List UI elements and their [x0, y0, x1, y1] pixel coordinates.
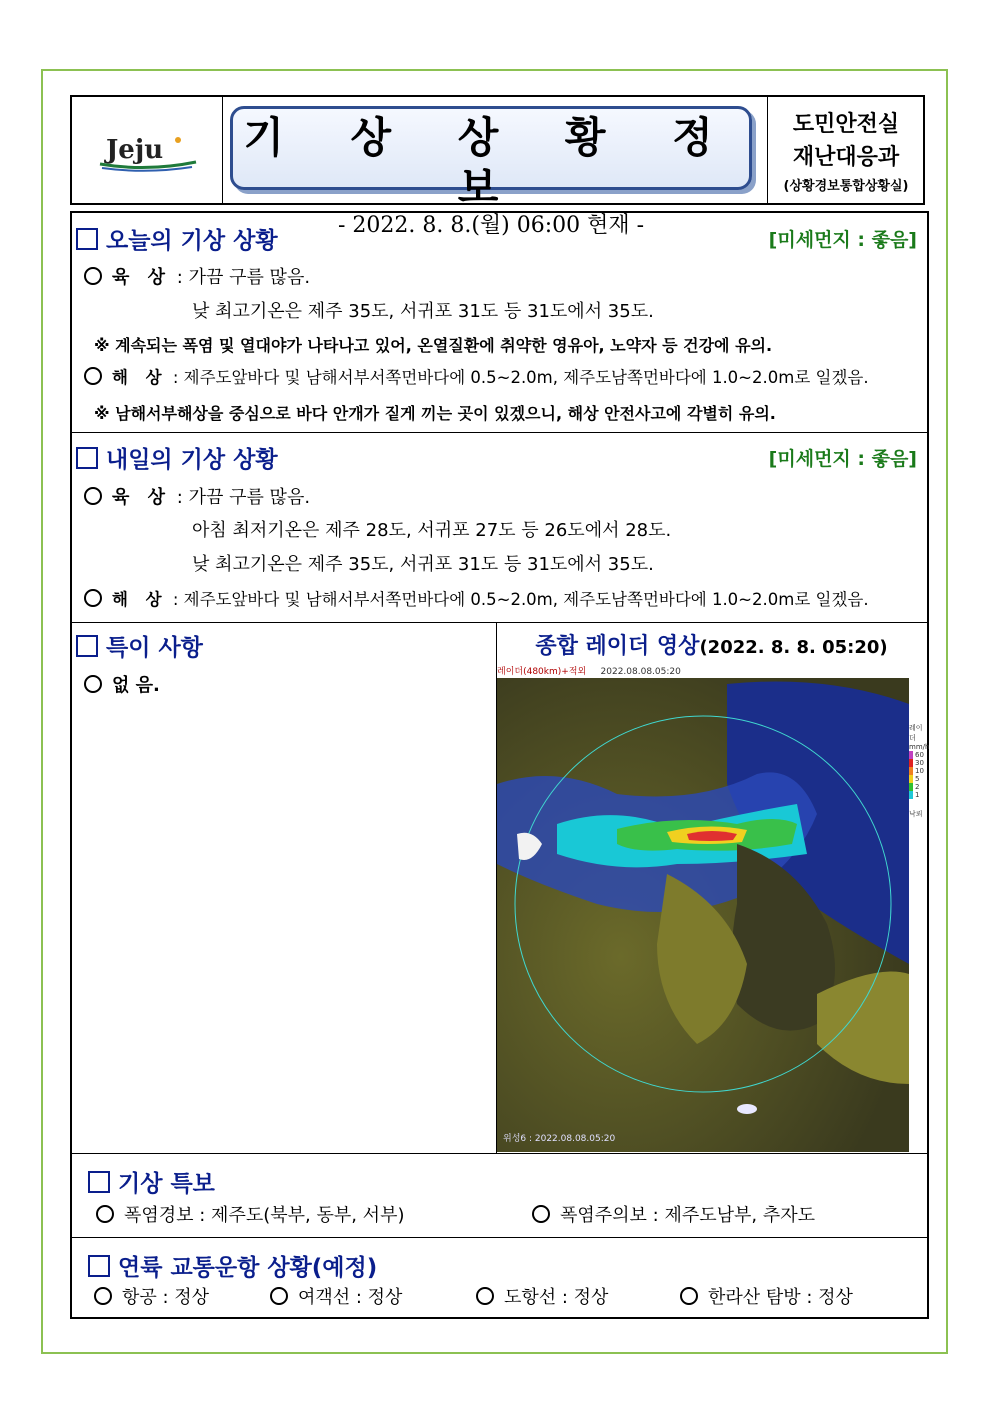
divider	[72, 622, 927, 623]
today-sea: 해 상 : 제주도앞바다 및 남해서부서쪽먼바다에 0.5~2.0m, 제주도남쪽먼바다에 1.0~2.0m로 일겠음.	[84, 364, 869, 388]
report-date: - 2022. 8. 8.(월) 06:00 현재 -	[337, 213, 645, 238]
transport-island-ferry: 도항선 : 정상	[476, 1283, 608, 1309]
today-land-temp: 낮 최고기온은 제주 35도, 서귀포 31도 등 31도에서 35도.	[192, 301, 654, 322]
department	[767, 97, 924, 203]
checkbox-icon	[76, 228, 98, 250]
transport-title: 연륙 교통운항 상황(예정)	[88, 1249, 377, 1282]
today-title: 오늘의 기상 상황	[76, 222, 278, 255]
dept-line-1: 도민안전실	[792, 112, 900, 137]
special-title: 특이 사항	[76, 629, 203, 662]
warning-heat-advisory: 폭염주의보 : 제주도남부, 추자도	[532, 1201, 815, 1227]
circle-icon	[476, 1287, 494, 1305]
checkbox-icon	[88, 1255, 110, 1277]
circle-icon	[96, 1205, 114, 1223]
legend-lightning: 낙뢰	[909, 810, 923, 818]
tomorrow-land: 육 상 : 가끔 구름 많음.	[84, 483, 310, 509]
circle-icon	[84, 675, 102, 693]
tomorrow-land-min: 아침 최저기온은 제주 28도, 서귀포 27도 등 26도에서 28도.	[192, 520, 672, 541]
circle-icon	[94, 1287, 112, 1305]
logo-text: Jeju	[106, 135, 164, 165]
legend-title: 레이더	[909, 724, 923, 742]
warning-heat-alert: 폭염경보 : 제주도(북부, 동부, 서부)	[96, 1201, 404, 1227]
dept-line-3: (상황경보통합상황실)	[783, 179, 909, 194]
main-table	[70, 211, 929, 1319]
header	[70, 95, 925, 238]
page-title: 기 상 상 황 정 보	[243, 113, 739, 212]
divider	[72, 1153, 927, 1154]
circle-icon	[270, 1287, 288, 1305]
legend-value: 5	[909, 775, 927, 783]
circle-icon	[84, 367, 102, 385]
tomorrow-sea: 해 상 : 제주도앞바다 및 남해서부서쪽먼바다에 0.5~2.0m, 제주도남쪽먼바다에 1.0~2.0m로 일겠음.	[84, 586, 869, 610]
today-land: 육 상 : 가끔 구름 많음.	[84, 263, 310, 289]
circle-icon	[84, 267, 102, 285]
legend-value: 2	[909, 783, 927, 791]
divider	[72, 432, 927, 433]
today-dust: [미세먼지 : 좋음]	[768, 229, 917, 251]
tomorrow-dust: [미세먼지 : 좋음]	[768, 448, 917, 470]
legend-value: 1	[909, 791, 927, 799]
divider	[72, 1237, 927, 1238]
radar-footer: 위성6 : 2022.08.08.05:20	[503, 1134, 616, 1144]
checkbox-icon	[76, 635, 98, 657]
tomorrow-title: 내일의 기상 상황	[76, 441, 278, 474]
circle-icon	[680, 1287, 698, 1305]
radar-image	[497, 664, 909, 1152]
transport-hallasan: 한라산 탐방 : 정상	[680, 1283, 853, 1309]
radar-header: 레이더(480km)+적외 2022.08.08.05:20	[497, 664, 909, 678]
legend-value: 60	[909, 751, 927, 759]
transport-air: 항공 : 정상	[94, 1283, 209, 1309]
circle-icon	[532, 1205, 550, 1223]
legend-unit: mm/h	[909, 743, 930, 751]
circle-icon	[84, 487, 102, 505]
tomorrow-land-max: 낮 최고기온은 제주 35도, 서귀포 31도 등 31도에서 35도.	[192, 554, 654, 575]
today-note-heat: ※ 계속되는 폭염 및 열대야가 나타나고 있어, 온열질환에 취약한 영유아, 노약자 등 건강에 유의.	[94, 336, 773, 355]
warnings-title: 기상 특보	[88, 1165, 215, 1198]
today-note-fog: ※ 남해서부해상을 중심으로 바다 안개가 짙게 끼는 곳이 있겠으니, 해상 안전사고에 각별히 유의.	[94, 404, 776, 423]
jeju-logo	[72, 97, 223, 203]
radar-title: 종합 레이더 영상(2022. 8. 8. 05:20)	[535, 634, 888, 659]
dept-line-2: 재난대응과	[792, 145, 900, 170]
checkbox-icon	[88, 1171, 110, 1193]
transport-ferry: 여객선 : 정상	[270, 1283, 402, 1309]
legend-value: 30	[909, 759, 927, 767]
legend-value: 10	[909, 767, 927, 775]
checkbox-icon	[76, 447, 98, 469]
radar-legend	[909, 723, 930, 819]
title-box	[230, 106, 752, 238]
circle-icon	[84, 589, 102, 607]
special-item: 없 음.	[84, 671, 160, 697]
